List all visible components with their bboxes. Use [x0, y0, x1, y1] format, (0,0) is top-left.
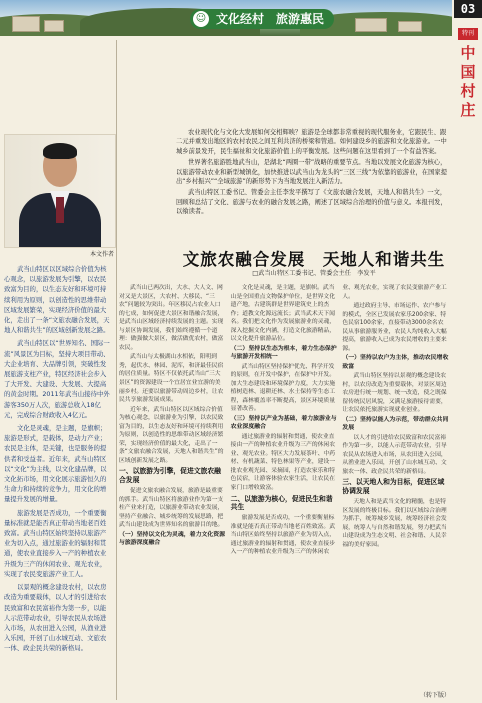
body-paragraph: 以人才的引进给农民致富和农民富裕作为第一步，以能人示范带动农业，引导农民从农场进入市场，从农田进入公园，从渔业进入乐园，开创了山水城互动、文旅农一体、政企民共荣的新格局。 [342, 434, 447, 475]
section-heading: （二）坚持以生态为根本，着力生态保护与旅游开发相统一 [230, 345, 337, 361]
continued-note: （转下版） [420, 692, 451, 699]
section-heading: （二）坚持以能人为示范，带动群众共同发展 [342, 416, 449, 432]
body-paragraph: 通过政府主导、市场运作、农户参与的模式，全区已发展农家乐200余家、特色民宿100余家，直接带动3000余名农民从事旅游服务业，农民人均纯收入大幅提高，旅游收入已成为农民增收的主要来源。 [342, 303, 447, 352]
section-heading: 二、以旅游为核心，促进民生和谐共生 [230, 494, 333, 512]
intro-paragraph: 世界著名旅游胜地武当山，是湖北“两圈一带”战略的重要节点。当地以发展文化旅游为核心，以旅游带动农业和新型城镇化，加快推进以武当山为龙头的“三区三线”为依靠的旅游业，在国家提出“乡村振兴”“全域旅游”的新形势下为当地发展注入新活力。 [176, 159, 447, 186]
author-photo [4, 134, 116, 248]
body-paragraph: 天地人和是武当文化的精髓，也是特区发展的终极目标。我们以区域综合治理为抓手，统筹城乡发展，统筹经济社会发展，统筹人与自然和谐发展，努力把武当山建设成为生态文明、社会和谐、人民幸福的美好家园。 [342, 499, 447, 548]
side-column-title: 中国村庄 [460, 44, 476, 119]
editor-note [176, 128, 452, 219]
photo-caption: 本文作者 [89, 251, 114, 258]
article-byline: □武当山特区工委书记、管委会主任 李发平 [252, 270, 376, 277]
intro-paragraph: 武当山特区工委书记、管委会主任李发平撰写了《文旅农融合发展，天地人和谐共生》一文，回顾和总结了文化、旅游与农业的融合发展之路，阐述了区域综合治理的价值与意义。本报刊发，以飨读者。 [176, 189, 447, 216]
section-heading: （三）坚持以产业为基础，着力旅游业与农业深度融合 [230, 415, 337, 431]
side-strip [454, 20, 482, 703]
section-heading: 一、以旅游为引擎，促进文旅农融合发展 [119, 467, 221, 485]
article-headline: 文旅农融合发展 天地人和谐共生 [182, 250, 446, 269]
section-heading: （一）坚持以文化为灵魂，着力文化资源与旅游深度融合 [119, 531, 226, 547]
article-body [119, 284, 449, 694]
section-heading: （一）坚持以农户为主体，推动农民增收致富 [342, 355, 449, 370]
section-title-text: 文化经村 旅游惠民 [216, 12, 325, 26]
body-paragraph: 文化是灵魂，是主题，是旗帜。武当山是全国重点文物保护单位，是世界文化遗产地，古建筑群是世界建筑史上的杰作；道教文化源远流长；武当武术天下闻名。我们把文化作为发展旅游业的灵魂，深入挖掘文化内涵，打造文化旅游精品，以文化提升旅游品位。 [230, 285, 336, 343]
body-paragraph: 武当山与太极湖山水相依，阳明到秀，起伏水、林园、泥库，和济最佳民宿的居住质量。特区不仅依托武当山“三大景区”的资源建设一个宜居宜业宜游的美丽乡村。还要以旅游带动周边乡村，让农民共享旅游发展成果。 [119, 354, 224, 404]
left-paragraph: 旅游发展是否成功，一个重要衡量标准就是能否真正带动当地老百姓致富。武当山特区始终坚持以旅游产业为切入点，通过旅游业的辐射和贯通，使农业直接步入一产的种植农业升级为三产的休闲农业、观光农业，实现了农民变旅游产业工人。 [4, 508, 107, 578]
newspaper-logo-icon: ☺ [193, 11, 209, 27]
left-paragraph: 以景观的概念建设农村，以农房改造为重要载体，以人才的引进给农民致富和农民富裕作为第一步，以能人示范带动农业，引导农民从农场进入市场，从农田进入公园，从渔业进入乐园，开创了山水城互动、文旅农一体、政企民共荣的新格局。 [4, 583, 107, 653]
body-paragraph: 近年来，武当山特区以区域综合价值为核心观念，以旅游业为引擎，以农民致富为目的，以生态友好和环境可持续利用为原则，以创造性的思维带动区域经济繁荣，实现经济价值的最大化，走出了一条“文旅农融合发展，天地人和谐共生”的区域创新发展之路。 [119, 406, 224, 464]
body-paragraph: 武当山特区坚持以景观的概念建设农村，以农房改造为重要载体，对景区周边农房进行统一规划、统一改造，使之既保留传统民居风貌，又满足旅游接待需要，让农民依托旅游实现就业创业。 [342, 373, 447, 414]
left-column [4, 264, 112, 657]
left-paragraph: 武当山特区以区域综合价值为核心观念，以旅游发展为引擎，以农民致富为目的，以生态友好和环境可持续利用为原则，以创造性的思维带动区域发展繁荣，实现经济价值的最大化，走出了一条“文旅农融合发展，天地人和谐共生”的区域创新发展之路。 [4, 265, 110, 335]
body-paragraph: 通过旅游业的辐射和贯通，使农业直接由一产的种植农业升级为三产的休闲农业、观光农业。特区大力发展茶叶、中药材、有机蔬菜、特色林果等产业，建设一批农业观光园、采摘园，打造农家乐和特色民宿，让游客体验农家生活，让农民在家门口增收致富。 [230, 433, 336, 492]
body-paragraph: 武当山特区坚持保护优先、科学开发的原则，在开发中保护，在保护中开发。加大生态建设和环境保护力度，大力实施植树造林、退耕还林、水土保持等生态工程，森林覆盖率不断提高，景区环境质量显著改善。 [230, 363, 336, 413]
body-paragraph: 武当山已两次出，大水、大人文、网对又是大景区，大农村、大移民、“三农”问题较为突出。年区移民占农业人口的七成，如何促进大景区和谐融合发展，是武当山区域经济持续发展的主题。实现与景区协调发展，我们始终遵循一个道理：做强做大景区，做活做优农村，做富农民。 [119, 285, 224, 351]
body-paragraph: 旅游发展是否成功，一个重要衡量标准就是能否真正带动当地老百姓致富。武当山特区始终坚持以旅游产业为切入点，通过旅游业的辐射和贯通，使农业直接步入一产的种植农业升级为三产的休闲农业、观光农业，实现了农民变旅游产业工人。 [230, 285, 447, 556]
special-edition-tag: 特刊 [458, 28, 478, 40]
section-heading: 三、以天地人和为目标，促进区域协调发展 [342, 478, 445, 496]
header-banner [0, 0, 452, 36]
section-title [190, 9, 334, 29]
left-paragraph: 武当山特区以“世界知名、国际一流”风景区为目标，坚持大项目带动、大企业培育、大品牌引领，突破性发展旅游支柱产业，特区经济社会步入了大开发、大建设、大发展、大提高的黄金时期。2011年武当山接待中外游客350万人次，旅游总收入18亿元，完成综合财政收入4亿元。 [4, 339, 110, 419]
body-paragraph: 促进文旅农融合发展，旅游是最重要的抓手。武当山特区将旅游业作为第一支柱产业来打造，以旅游业带动农业发展，坚持产业融合、城乡统筹的发展思路，把武当山建设成为世界知名的旅游目的地。 [119, 488, 224, 529]
page-number: 03 [454, 0, 482, 18]
column-divider [116, 40, 117, 700]
left-paragraph: 文化是灵魂，是主题，是旗帜；旅游是形式，是载体，是动力产业；农民是主体，是关键，也是服务的提供者和受益者。近年来，武当山特区以“文化”为主线，以文化建品牌，以文化拓市场，用文化展示旅游恒久的生命力和持续的竞争力，用文化的增量提升发展的增量。 [4, 424, 107, 504]
intro-paragraph: 农业现代化与文化大发展如何交相辉映？旅游是全球都非常重视的现代服务业，它跟民生、跟二元并重发出地区的农村农民之间互利共济的桥梁和管道。如何建设乡的旅游和文化旅游业。一中城乡前景发开，民生福祉和文化旅游价值上的平衡发展。这些问题在这里看到了一个有益答案。 [176, 129, 447, 155]
